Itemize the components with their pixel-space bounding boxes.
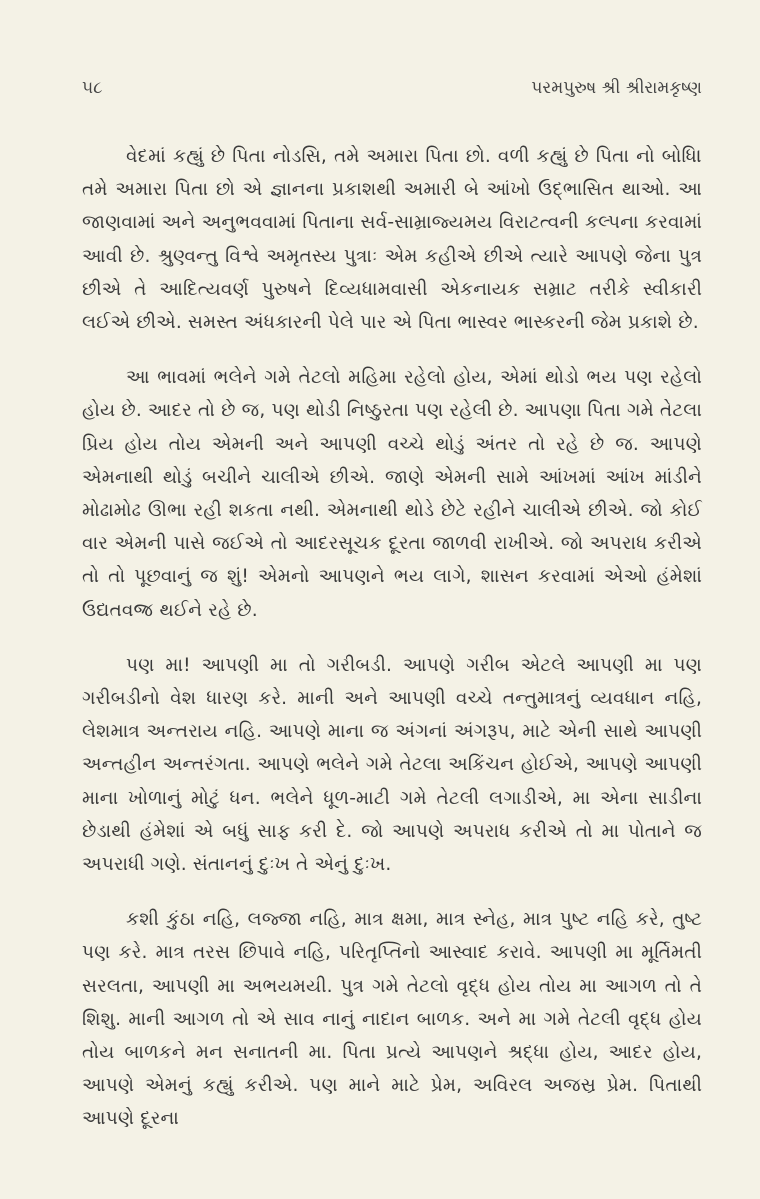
running-title: પરમપુરુષ શ્રી શ્રીરામકૃષ્ણ [531, 78, 702, 98]
paragraph: પણ મા! આપણી મા તો ગરીબડી. આપણે ગરીબ એટલે આપણી મા પણ ગરીબડીનો વેશ ધારણ કરે. માની અને આપણી વચ્ચે તન્તુમાત્રનું વ્યવધાન નહિ, લેશમાત્ર અન્તરાય નહિ. આપણે માના જ અંગનાં અંગરૂપ, માટે એની સાથે આપણી અન્તહીન અન્તરંગતા. આપણે ભલેને ગમે તેટલા અકિંચન હોઈએ, આપણે આપણી માના ખોળાનું મોટું ધન. ભલેને ધૂળ-માટી ગમે તેટલી લગાડીએ, મા એના સાડીના છેડાથી હંમેશાં એ બધું સાફ કરી દે. જો આપણે અપરાધ કરીએ તો મા પોતાને જ અપરાધી ગણે. સંતાનનું દુઃખ તે એનું દુઃખ. [82, 654, 702, 876]
page-header [82, 78, 702, 110]
paragraph: વેદમાં કહ્યું છે પિતા નોડસિ, તમે અમારા પિતા છો. વળી કહ્યું છે પિતા નો બોધિ। તમે અમારા પિતા છો એ જ્ઞાનના પ્રકાશથી અમારી બે આંખો ઉદ્ભાસિત થાઓ. આ જાણવામાં અને અનુભવવામાં પિતાના સર્વ-સામ્રાજ્યમય વિરાટત્વની કલ્પના કરવામાં આવી છે. શ્રુણ્વન્તુ વિશ્વે અમૃતસ્ય પુત્રાઃ એમ કહીએ છીએ ત્યારે આપણે જેના પુત્ર છીએ તે આદિત્યવર્ણ પુરુષને દિવ્યધામવાસી એકનાયક સમ્રાટ તરીકે સ્વીકારી લઈએ છીએ. સમસ્ત અંધકારની પેલે પાર એ પિતા ભાસ્વર ભાસ્કરની જેમ પ્રકાશે છે. [82, 146, 702, 334]
body-text [82, 140, 702, 1136]
page-number: ૫૮ [82, 78, 103, 98]
paragraph: આ ભાવમાં ભલેને ગમે તેટલો મહિમા રહેલો હોય, એમાં થોડો ભય પણ રહેલો હોય છે. આદર તો છે જ, પણ થોડી નિષ્ઠુરતા પણ રહેલી છે. આપણા પિતા ગમે તેટલા પ્રિય હોય તોય એમની અને આપણી વચ્ચે થોડું અંતર તો રહે છે જ. આપણે એમનાથી થોડું બચીને ચાલીએ છીએ. જાણે એમની સામે આંખમાં આંખ માંડીને મોઢામોઢ ઊભા રહી શકતા નથી. એમનાથી થોડે છેટે રહીને ચાલીએ છીએ. જો કોઈ વાર એમની પાસે જઈએ તો આદરસૂચક દૂરતા જાળવી રાખીએ. જો અપરાધ કરીએ તો તો પૂછવાનું જ શું! એમનો આપણને ભય લાગે, શાસન કરવામાં એઓ હંમેશાં ઉદ્યતવજ્ર થઈને રહે છે. [82, 367, 702, 621]
paragraph: કશી કુંઠા નહિ, લજ્જા નહિ, માત્ર ક્ષમા, માત્ર સ્નેહ, માત્ર પુષ્ટ નહિ કરે, તુષ્ટ પણ કરે. માત્ર તરસ છિપાવે નહિ, પરિતૃપ્તિનો આસ્વાદ કરાવે. આપણી મા મૂર્તિમતી સરલતા, આપણી મા અભયમયી. પુત્ર ગમે તેટલો વૃદ્ધ હોય તોય મા આગળ તો તે શિશુ. માની આગળ તો એ સાવ નાનું નાદાન બાળક. અને મા ગમે તેટલી વૃદ્ધ હોય તોય બાળકને મન સનાતની મા. પિતા પ્રત્યે આપણને શ્રદ્ધા હોય, આદર હોય, આપણે એમનું કહ્યું કરીએ. પણ માને માટે પ્રેમ, અવિરલ અજસ્ર પ્રેમ. પિતાથી આપણે દૂરના [82, 909, 702, 1130]
